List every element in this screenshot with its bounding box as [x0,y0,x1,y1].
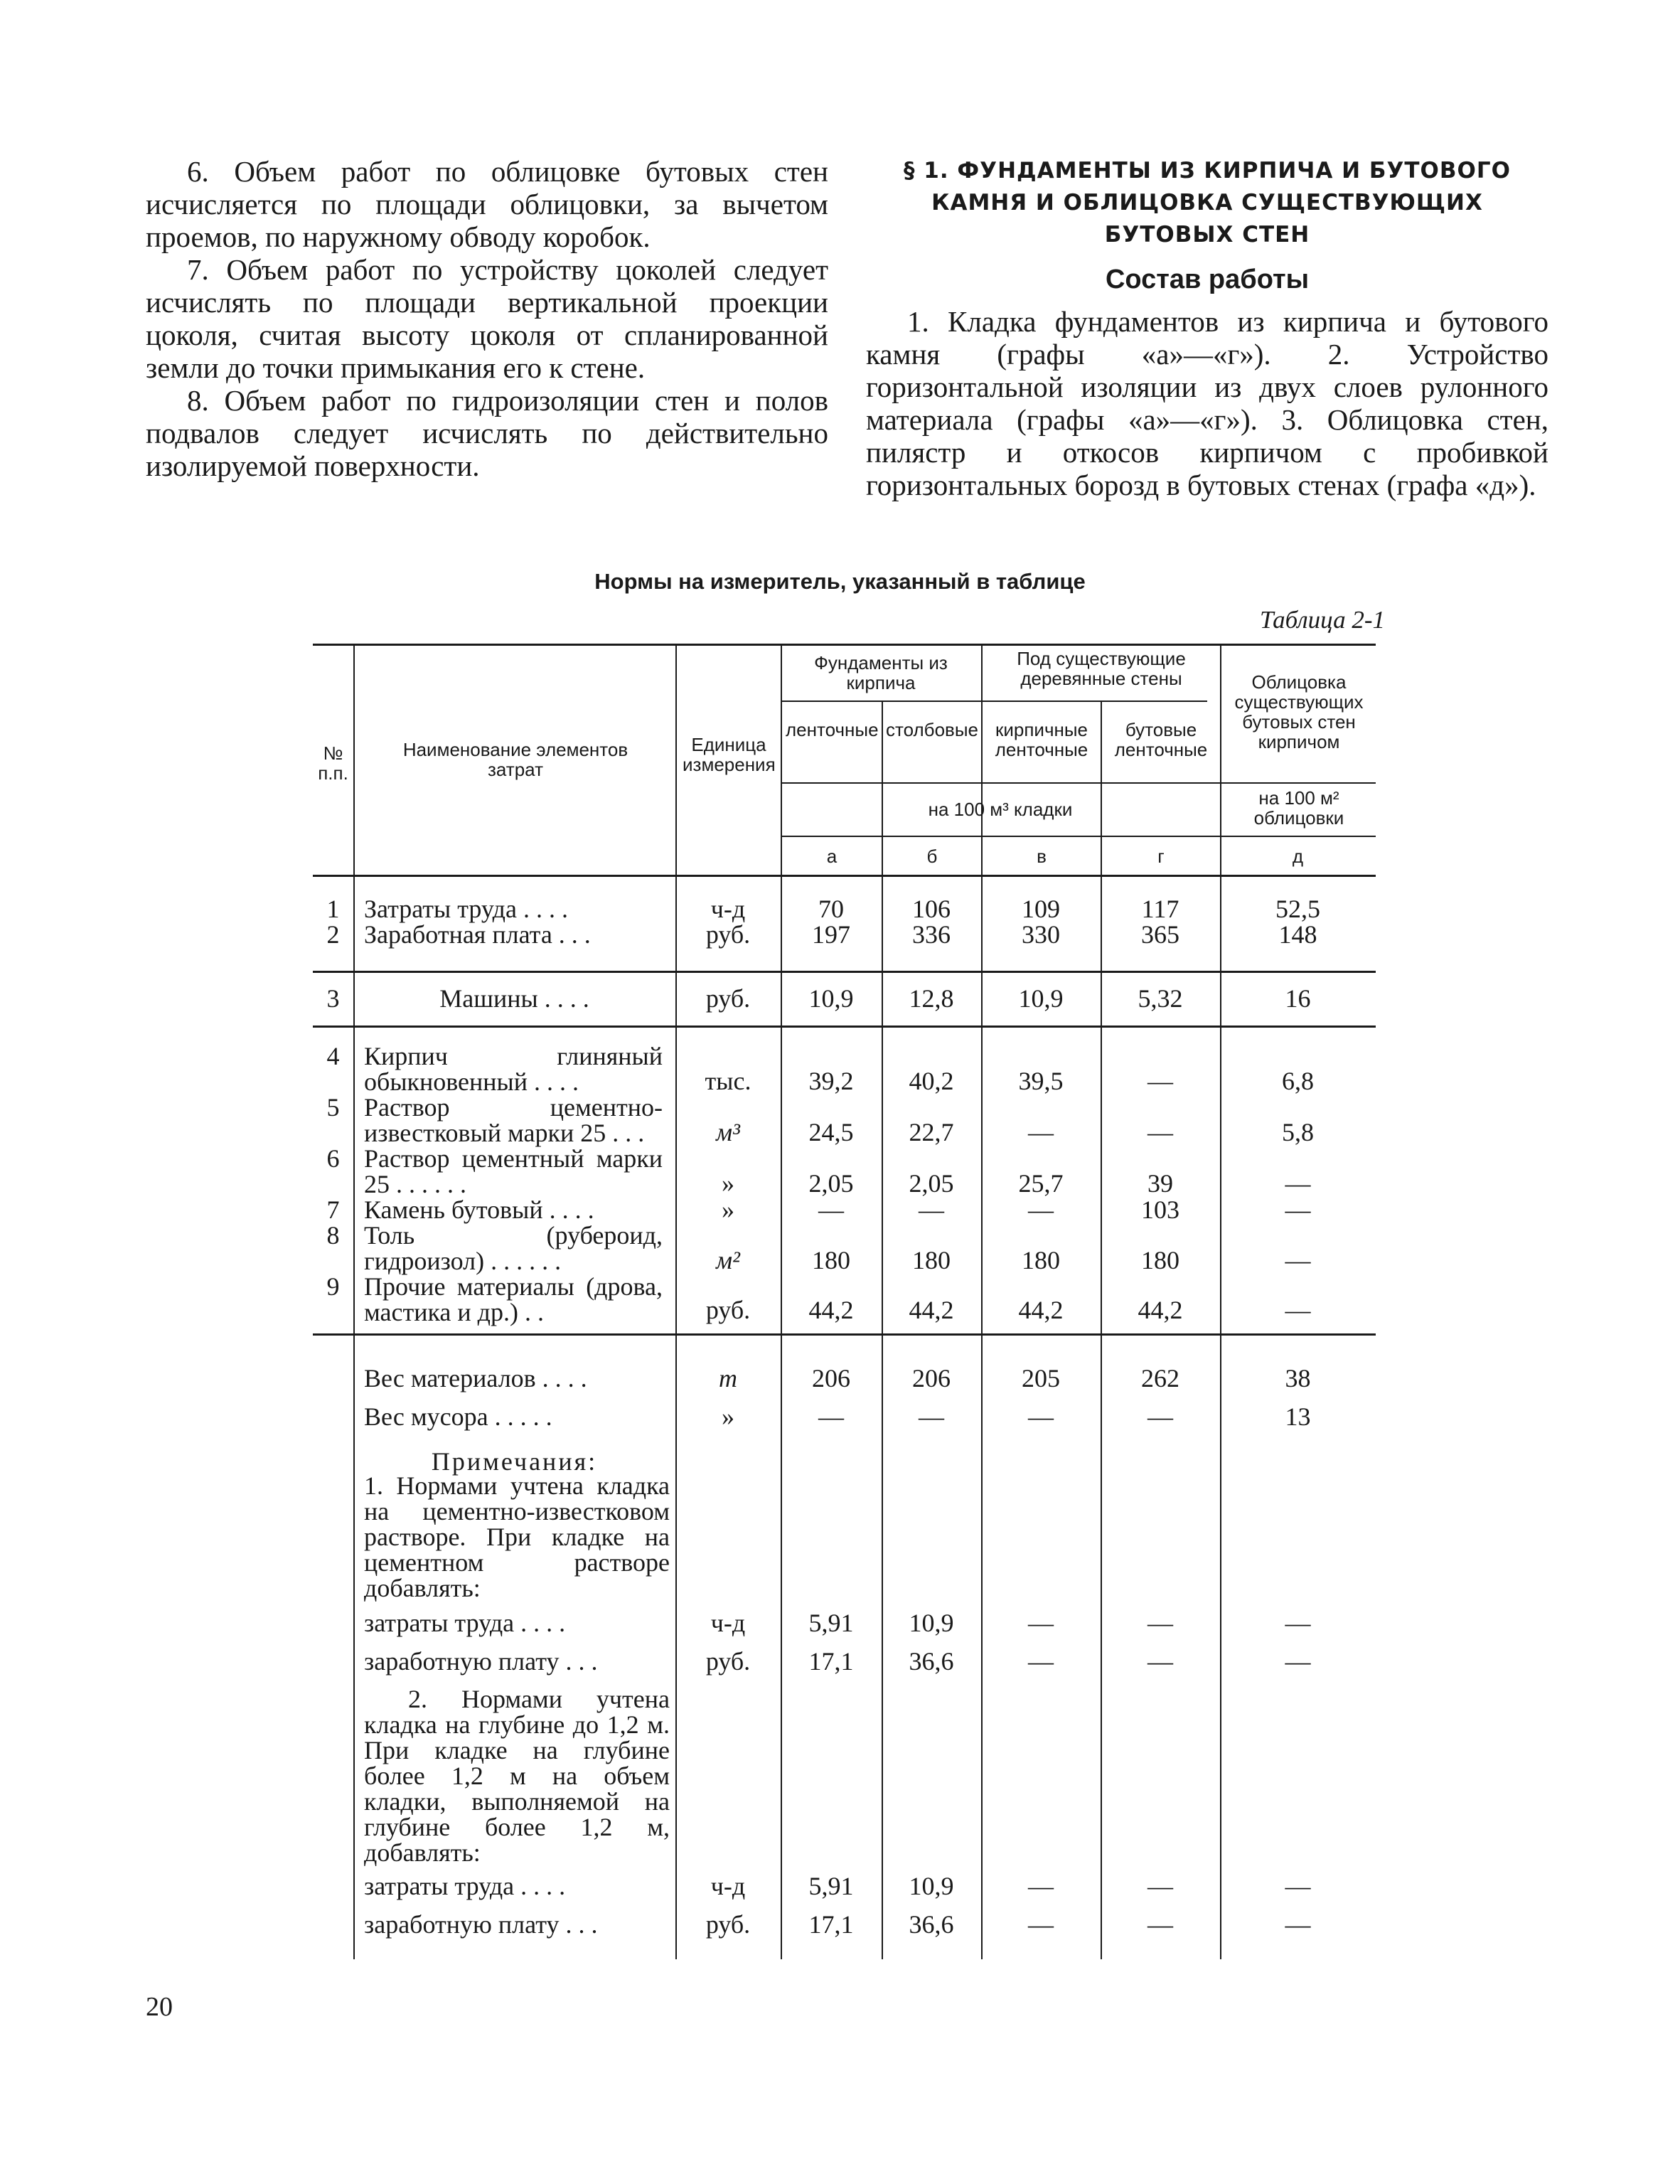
weight-debris-d: 13 [1285,1402,1311,1431]
row-8-num: 8 [326,1221,340,1250]
note-1-wage-g: — [1147,1647,1173,1676]
row-9-v: 44,2 [1018,1296,1064,1324]
row-9-d: — [1285,1296,1311,1324]
note-2-wage-unit: руб. [705,1910,751,1939]
note-1-wage-a: 17,1 [808,1647,854,1676]
header-bottom-rule [313,875,1376,877]
row-1-v: 109 [1022,895,1060,923]
page-number: 20 [146,1992,173,2022]
vrule-v [1101,701,1102,1959]
header-letter-a: а [826,846,838,867]
vrule-name [675,644,677,1959]
row-3-a: 10,9 [808,984,854,1013]
row-2-d: 148 [1278,920,1317,949]
row-2-a: 197 [812,920,850,949]
weight-debris-unit: » [722,1402,734,1431]
row-4-d: 6,8 [1282,1067,1314,1095]
header-col-b: столбовые [886,719,978,740]
row-9-num: 9 [326,1272,340,1301]
row-6-b: 2,05 [909,1169,954,1198]
row-8-unit: м² [716,1246,740,1274]
row-3-unit: руб. [705,984,751,1013]
header-unit: Единица измерения [683,734,776,775]
row-9-a: 44,2 [808,1296,854,1324]
row-5-g: — [1147,1118,1173,1146]
section-rule-2 [313,1026,1376,1028]
row-5-name: Раствор цементно-известковый марки 25 . . . [364,1093,663,1147]
header-letter-v: в [1037,846,1047,867]
row-1-a: 70 [818,895,844,923]
notes-title: Примечания: [431,1447,598,1476]
row-3-g: 5,32 [1138,984,1183,1013]
paragraph-7: 7. Объем работ по устройству цоколей следует исчислять по площади вертикальной проекции цоколя, считая высоту цоколя от спланированной земли до точки примыкания его к стене. [146,253,828,384]
row-7-a: — [818,1195,844,1224]
row-6-v: 25,7 [1018,1169,1064,1198]
header-col-v: кирпичные ленточные [995,719,1088,760]
note-1-labor-b: 10,9 [909,1609,954,1637]
weight-materials-unit: т [719,1364,737,1392]
header-col-a: ленточные [786,719,879,740]
row-2-b: 336 [912,920,951,949]
header-group-rule [781,701,1207,702]
note-1-labor-v: — [1028,1609,1054,1637]
note-1-labor-g: — [1147,1609,1173,1637]
table-caption: Нормы на измеритель, указанный в таблице [594,569,1086,594]
row-8-b: 180 [912,1246,951,1274]
row-1-d: 52,5 [1275,895,1320,923]
weight-debris-name: Вес мусора . . . . . [364,1402,552,1431]
row-6-d: — [1285,1169,1311,1198]
row-7-name: Камень бутовый . . . . [364,1195,594,1224]
header-per-masonry: на 100 м³ кладки [928,799,1073,820]
note-1-labor-d: — [1285,1609,1311,1637]
row-4-g: — [1147,1067,1173,1095]
row-5-unit: м³ [716,1118,740,1146]
table-number: Таблица 2-1 [1259,606,1385,634]
header-group-wooden: Под существующие деревянные стены [1017,648,1186,689]
row-7-v: — [1028,1195,1054,1224]
note-2-text: 2. Нормами учтена кладка на глубине до 1,2 м. При кладке на глубине более 1,2 м на объем кладки, выполняемой на глубине более 1,2 м, добавлять: [364,1685,670,1867]
row-1-name: Затраты труда . . . . [364,895,568,923]
row-7-unit: » [722,1195,734,1224]
work-composition-text: 1. Кладка фундаментов из кирпича и бутового камня (графы «а»—«г»). 2. Устройство горизонтальной изоляции из двух слоев рулонного материала (графы «а»—«г»). 3. Облицовка стен, пилястр и откосов кирпичом с пробивкой горизонтальных борозд в бутовых стенах (графа «д»). [866,305,1548,501]
row-2-num: 2 [326,920,340,949]
row-8-a: 180 [812,1246,850,1274]
section-title: § 1. ФУНДАМЕНТЫ ИЗ КИРПИЧА И БУТОВОГО КАМНЯ И ОБЛИЦОВКА СУЩЕСТВУЮЩИХ БУТОВЫХ СТЕН [904,158,1511,247]
note-1-text: 1. Нормами учтена кладка на цементно-известковом растворе. При кладке на цементном растворе добавлять: [364,1471,670,1602]
section-rule-3 [313,1333,1376,1336]
row-6-num: 6 [326,1144,340,1173]
row-2-g: 365 [1141,920,1179,949]
row-7-num: 7 [326,1195,340,1224]
row-4-a: 39,2 [808,1067,854,1095]
row-2-unit: руб. [705,920,751,949]
vrule-g [1220,644,1221,1959]
row-2-v: 330 [1022,920,1060,949]
note-2-labor-name: затраты труда . . . . [364,1872,566,1900]
left-column [146,155,828,482]
note-2-wage-d: — [1285,1910,1311,1939]
note-1-wage-d: — [1285,1647,1311,1676]
row-1-b: 106 [912,895,951,923]
vrule-num [353,644,355,1959]
row-3-d: 16 [1285,984,1311,1013]
vrule-a [882,701,883,1959]
paragraph-6: 6. Объем работ по облицовке бутовых стен исчисляется по площади облицовки, за вычетом проемов, по наружному обводу коробок. [146,155,828,253]
weight-materials-b: 206 [912,1364,951,1392]
row-6-a: 2,05 [808,1169,854,1198]
table-top-rule [313,644,1376,646]
header-per-rule [781,782,1376,784]
note-1-wage-v: — [1028,1647,1054,1676]
weight-materials-d: 38 [1285,1364,1311,1392]
header-letter-rule [781,836,1376,837]
header-name: Наименование элементов затрат [402,739,628,780]
row-5-b: 22,7 [909,1118,954,1146]
row-3-num: 3 [326,984,340,1013]
row-7-b: — [919,1195,944,1224]
weight-debris-b: — [919,1402,944,1431]
row-9-name: Прочие материалы (дрова, мастика и др.) . . [364,1272,663,1326]
row-5-v: — [1028,1118,1054,1146]
row-1-g: 117 [1141,895,1179,923]
row-9-unit: руб. [705,1296,751,1324]
row-3-b: 12,8 [909,984,954,1013]
row-4-b: 40,2 [909,1067,954,1095]
row-3-name: Машины . . . . [439,984,589,1013]
row-9-g: 44,2 [1138,1296,1183,1324]
row-4-v: 39,5 [1018,1067,1064,1095]
row-4-unit: тыс. [705,1067,751,1095]
note-1-wage-unit: руб. [705,1647,751,1676]
note-2-labor-a: 5,91 [808,1872,854,1900]
right-column [866,155,1548,501]
note-2-labor-b: 10,9 [909,1872,954,1900]
header-letter-g: г [1157,846,1165,867]
weight-materials-a: 206 [812,1364,850,1392]
row-8-d: — [1285,1246,1311,1274]
note-2-labor-v: — [1028,1872,1054,1900]
row-5-d: 5,8 [1282,1118,1314,1146]
row-2-name: Заработная плата . . . [364,920,591,949]
note-2-labor-unit: ч-д [710,1872,746,1900]
note-1-labor-unit: ч-д [710,1609,746,1637]
weight-debris-v: — [1028,1402,1054,1431]
note-1-labor-name: затраты труда . . . . [364,1609,566,1637]
weight-materials-name: Вес материалов . . . . [364,1364,587,1392]
row-1-num: 1 [326,895,340,923]
note-1-wage-b: 36,6 [909,1647,954,1676]
weight-debris-g: — [1147,1402,1173,1431]
row-8-g: 180 [1141,1246,1179,1274]
header-col-g: бутовые ленточные [1114,719,1208,760]
section-rule-1 [313,971,1376,973]
weight-debris-a: — [818,1402,844,1431]
row-5-num: 5 [326,1093,340,1122]
header-col-d: Облицовка существующих бутовых стен кирпичом [1234,671,1364,752]
row-9-b: 44,2 [909,1296,954,1324]
note-1-labor-a: 5,91 [808,1609,854,1637]
note-2-labor-d: — [1285,1872,1311,1900]
row-6-unit: » [722,1169,734,1198]
header-letter-d: д [1292,846,1304,867]
note-2-labor-g: — [1147,1872,1173,1900]
row-4-name: Кирпич глиняный обыкновенный . . . . [364,1042,663,1096]
work-composition-title: Состав работы [1105,265,1310,294]
weight-materials-v: 205 [1022,1364,1060,1392]
note-2-wage-g: — [1147,1910,1173,1939]
row-8-name: Толь (рубероид, гидроизол) . . . . . . [364,1221,663,1275]
note-2-wage-name: заработную плату . . . [364,1910,598,1939]
note-2-wage-v: — [1028,1910,1054,1939]
note-1-wage-name: заработную плату . . . [364,1647,598,1676]
vrule-unit [781,644,782,1959]
header-per-facing: на 100 м² облицовки [1253,787,1344,829]
weight-materials-g: 262 [1141,1364,1179,1392]
row-3-v: 10,9 [1018,984,1064,1013]
row-6-g: 39 [1147,1169,1173,1198]
header-group-brick: Фундаменты из кирпича [814,652,948,693]
note-2-wage-a: 17,1 [808,1910,854,1939]
header-letter-b: б [926,846,938,867]
vrule-b [981,644,983,1959]
row-8-v: 180 [1022,1246,1060,1274]
row-7-d: — [1285,1195,1311,1224]
header-num: № п.п. [318,742,348,784]
paragraph-8: 8. Объем работ по гидроизоляции стен и полов подвалов следует исчислять по действительно изолируемой поверхности. [146,384,828,482]
row-7-g: 103 [1141,1195,1179,1224]
row-6-name: Раствор цементный марки 25 . . . . . . [364,1144,663,1198]
note-2-wage-b: 36,6 [909,1910,954,1939]
row-5-a: 24,5 [808,1118,854,1146]
row-1-unit: ч-д [710,895,746,923]
row-4-num: 4 [326,1042,340,1070]
